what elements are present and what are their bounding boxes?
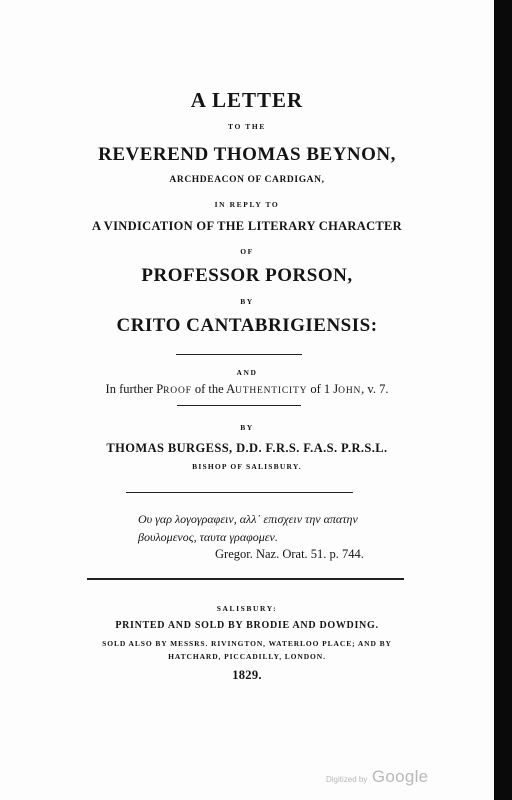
sold-also-line-2: HATCHARD, PICCADILLY, LONDON. bbox=[168, 652, 326, 661]
sold-also-line: SOLD ALSO BY MESSRS. RIVINGTON, WATERLOO PLACE; AND BY bbox=[102, 639, 392, 648]
year-line: 1829. bbox=[232, 668, 262, 682]
of-line: OF bbox=[240, 247, 254, 256]
epigraph-line-2: βουλομενος, ταυτα γραφομεν. bbox=[138, 530, 278, 544]
by-line-2: BY bbox=[240, 423, 254, 432]
vindication-line: A VINDICATION OF THE LITERARY CHARACTER bbox=[91, 219, 403, 233]
google-logo: Google bbox=[371, 767, 429, 786]
in-reply-to-line: IN REPLY TO bbox=[214, 200, 280, 209]
by-line-1: BY bbox=[240, 297, 254, 306]
further-proof-line: In further PROOF of the AUTHENTICITY of 1 JOHN, v. 7. bbox=[105, 382, 389, 396]
addressee-role: ARCHDEACON OF CARDIGAN, bbox=[169, 175, 325, 185]
author-line: THOMAS BURGESS, D.D. F.R.S. F.A.S. P.R.S.L. bbox=[106, 441, 388, 455]
rule-divider-3 bbox=[126, 492, 353, 493]
digitized-by-label: Digitized by bbox=[326, 775, 368, 784]
rule-divider-1 bbox=[176, 354, 302, 355]
epigraph-source: Gregor. Naz. Orat. 51. p. 744. bbox=[215, 547, 364, 561]
rule-divider-2 bbox=[177, 405, 301, 406]
printer-line: PRINTED AND SOLD BY BRODIE AND DOWDING. bbox=[115, 620, 379, 631]
to-the-line: TO THE bbox=[228, 122, 266, 131]
addressee: REVEREND THOMAS BEYNON, bbox=[98, 144, 396, 165]
page-edge bbox=[494, 0, 512, 800]
subject-line: PROFESSOR PORSON, bbox=[141, 265, 353, 286]
rule-divider-4 bbox=[87, 578, 404, 580]
digitized-watermark bbox=[326, 767, 428, 787]
title: A LETTER bbox=[190, 88, 304, 112]
place-line: SALISBURY: bbox=[216, 604, 278, 613]
and-line: AND bbox=[236, 368, 258, 377]
author-role-line: BISHOP OF SALISBURY. bbox=[192, 462, 302, 471]
epigraph-line-1: Ου γαρ λογογραφειν, αλλ᾽ επισχειν την απατην bbox=[138, 512, 358, 526]
pseudonym-line: CRITO CANTABRIGIENSIS: bbox=[116, 315, 378, 336]
